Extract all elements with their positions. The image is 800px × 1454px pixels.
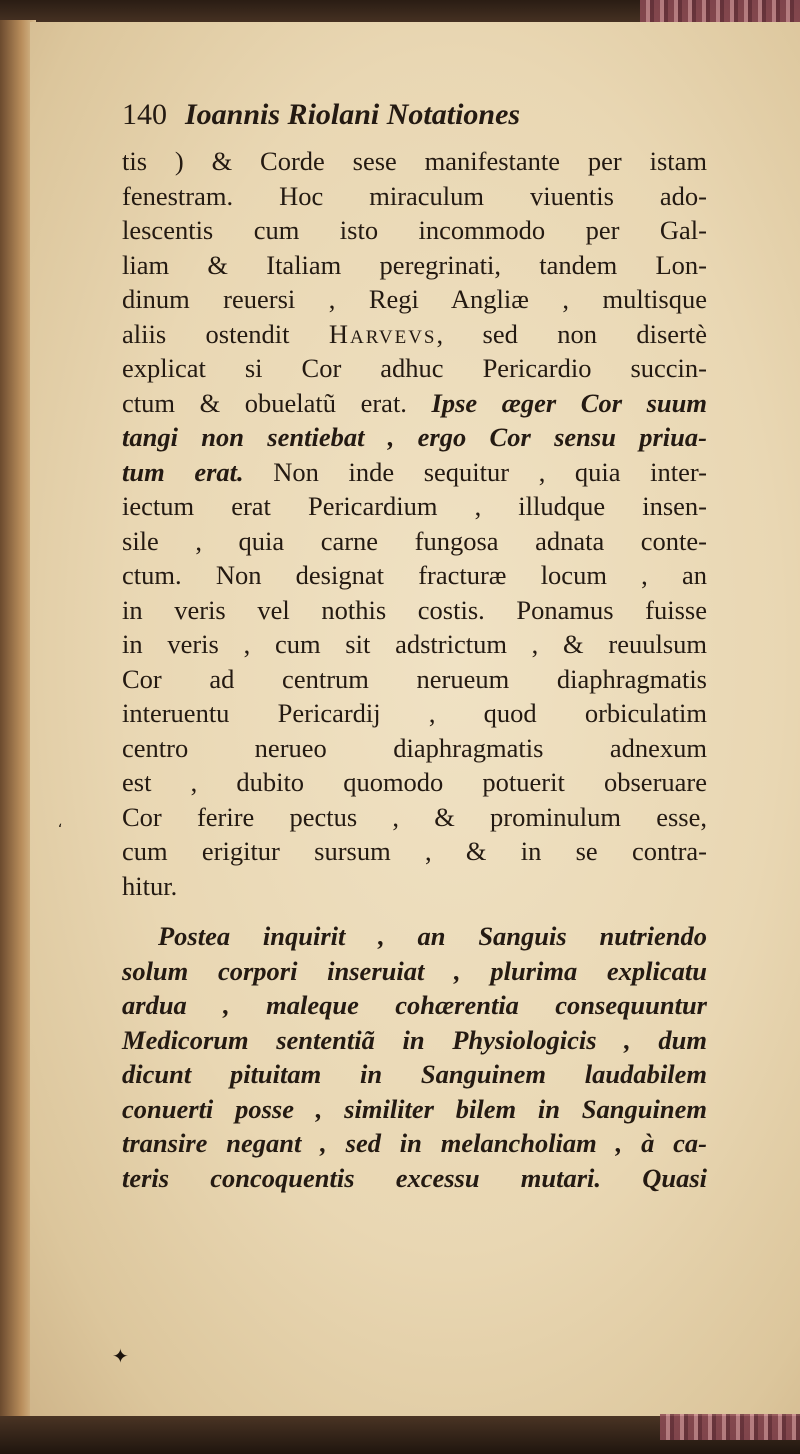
text-line: tis ) & Corde sese manifestante per istam	[122, 146, 707, 176]
text-segment: , sed non disertè	[436, 318, 707, 349]
text-segment: Non inde sequitur , quia inter-	[273, 456, 708, 487]
text-line: in veris , cum sit adstrictum , & reuulsum	[122, 629, 707, 659]
text-line	[122, 455, 707, 490]
text-line: ctum. Non designat fracturæ locum , an	[122, 560, 707, 590]
text-line: lescentis cum isto incommodo per Gal-	[122, 215, 707, 245]
text-line: explicat si Cor adhuc Pericardio succin-	[122, 353, 707, 383]
italic-quote: Ipse æger Cor suum	[431, 387, 708, 418]
text-line: fenestram. Hoc miraculum viuentis ado-	[122, 180, 707, 211]
text-segment: ctum & obuelatũ erat.	[122, 387, 407, 418]
paragraph-2-line: solum corpori inseruiat , plurima explicatu	[122, 955, 707, 986]
text-line: interuentu Pericardij , quod orbiculatim	[122, 698, 707, 728]
text-line: cum erigitur sursum , & in se contra-	[122, 836, 707, 866]
page-text	[122, 98, 707, 1195]
author-name: Harvevs	[328, 318, 437, 349]
text-line: liam & Italiam peregrinati, tandem Lon-	[122, 249, 707, 280]
text-segment: aliis ostendit	[122, 318, 329, 349]
text-line: est , dubito quomodo potuerit obseruare	[122, 767, 707, 797]
paragraph-2-line: ardua , maleque cohærentia consequuntur	[122, 990, 707, 1020]
italic-quote: tum erat.	[122, 456, 244, 487]
running-title: Ioannis Riolani Notationes	[185, 98, 521, 131]
paragraph-2-line: teris concoquentis excessu mutari. Quasi	[122, 1162, 707, 1193]
text-line: sile , quia carne fungosa adnata conte-	[122, 525, 707, 556]
paragraph-2-line: Postea inquirit , an Sanguis nutriendo	[158, 921, 707, 951]
text-line: centro nerueo diaphragmatis adnexum	[122, 732, 707, 763]
text-line: Cor ferire pectus , & prominulum esse,	[122, 801, 707, 832]
text-line: in veris vel nothis costis. Ponamus fuisse	[122, 594, 707, 625]
ink-blot: ✦	[112, 1344, 129, 1368]
text-line: dinum reuersi , Regi Angliæ , multisque	[122, 284, 707, 314]
text-line: hitur.	[122, 870, 178, 901]
text-line: iectum erat Pericardium , illudque insen-	[122, 491, 707, 521]
ink-speck: ʻ	[58, 822, 63, 838]
text-line	[122, 386, 707, 421]
paragraph-2-line: Medicorum sententiã in Physiologicis , dum	[122, 1024, 707, 1055]
text-line	[122, 317, 707, 352]
bookmark-ribbon-bottom	[660, 1414, 800, 1440]
text-line: Cor ad centrum nerueum diaphragmatis	[122, 663, 707, 694]
running-header	[122, 98, 707, 144]
paragraph-2-line: dicunt pituitam in Sanguinem laudabilem	[122, 1059, 707, 1089]
paragraph-2-line: transire negant , sed in melancholiam , à ca-	[122, 1128, 707, 1158]
page-number: 140	[122, 98, 167, 131]
italic-quote-line: tangi non sentiebat , ergo Cor sensu priua-	[122, 422, 707, 452]
paragraph-2-line: conuerti posse , similiter bilem in Sanguinem	[122, 1093, 707, 1124]
